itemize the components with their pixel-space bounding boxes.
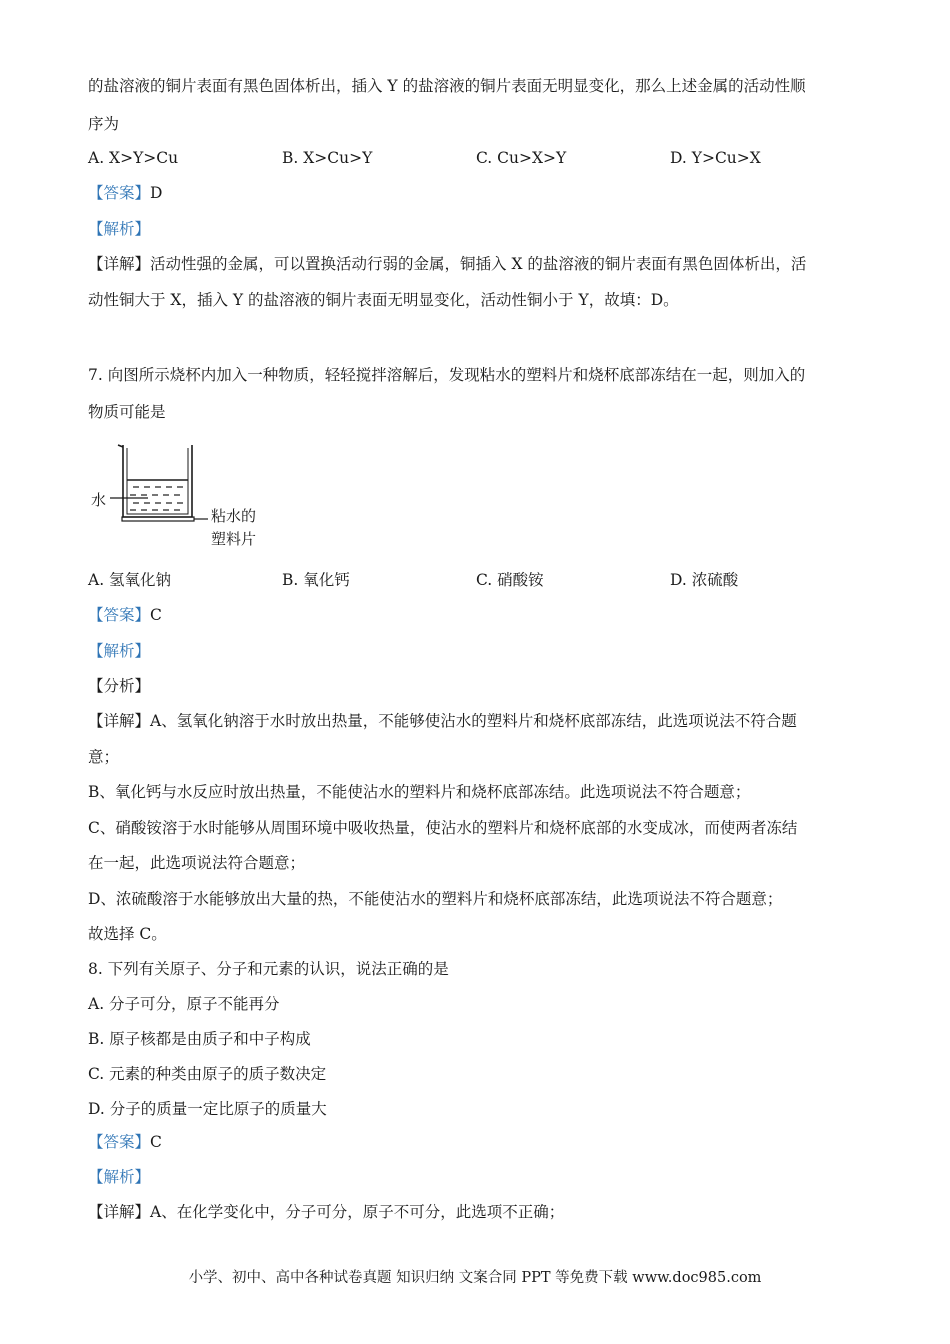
q7-option-c: C. 硝酸铵	[476, 571, 544, 589]
page-footer: 小学、初中、高中各种试卷真题 知识归纳 文案合同 PPT 等免费下载 www.doc985.com	[188, 1270, 762, 1286]
q7-analyze: 【分析】	[88, 677, 151, 695]
q6-answer	[88, 183, 162, 203]
water-label: 水	[91, 491, 107, 509]
plastic-label-line1: 粘水的	[211, 507, 257, 525]
answer-tag: 【答案】	[88, 184, 151, 202]
analysis-tag: 【解析】	[88, 1168, 151, 1186]
q6-analysis	[88, 219, 150, 239]
q7-conclusion: 故选择 C。	[88, 925, 167, 943]
q6-option-a: A. X>Y>Cu	[88, 149, 179, 167]
detail-tag: 【详解】	[88, 1203, 151, 1221]
q8-option-d: D. 分子的质量一定比原子的质量大	[88, 1100, 327, 1118]
q7-detail-line4: C、硝酸铵溶于水时能够从周围环境中吸收热量，使沾水的塑料片和烧杯底部的水变成冰，而使两者冻结	[88, 819, 798, 837]
q7-option-d: D. 浓硫酸	[670, 571, 739, 589]
answer-value: C	[150, 606, 162, 624]
detail-text: A、在化学变化中，分子可分，原子不可分，此选项不正确；	[150, 1203, 565, 1221]
q8-option-c: C. 元素的种类由原子的质子数决定	[88, 1065, 327, 1083]
analysis-tag: 【解析】	[88, 642, 151, 660]
q6-detail-line2: 动性铜大于 X，插入 Y 的盐溶液的铜片表面无明显变化，活动性铜小于 Y，故填：D。	[88, 291, 679, 309]
detail-tag: 【详解】	[88, 255, 151, 273]
q7-detail-line6: D、浓硫酸溶于水能够放出大量的热，不能使沾水的塑料片和烧杯底部冻结，此选项说法不符合题意；	[88, 890, 783, 908]
answer-value: C	[150, 1133, 162, 1151]
beaker-figure	[88, 440, 278, 555]
q7-detail-line2: 意；	[88, 748, 120, 766]
q8-option-b: B. 原子核都是由质子和中子构成	[88, 1030, 311, 1048]
q6-option-b: B. X>Cu>Y	[282, 149, 373, 167]
q6-detail-line1	[88, 254, 806, 274]
answer-tag: 【答案】	[88, 1133, 151, 1151]
q8-detail-line1	[88, 1202, 564, 1222]
q8-answer	[88, 1132, 162, 1152]
q6-stem-line1: 的盐溶液的铜片表面有黑色固体析出，插入 Y 的盐溶液的铜片表面无明显变化，那么上述金属的活动性顺	[88, 77, 806, 95]
q7-analysis	[88, 641, 150, 661]
q8-option-a: A. 分子可分，原子不能再分	[88, 995, 280, 1013]
q7-option-b: B. 氧化钙	[282, 571, 350, 589]
q6-stem-line2: 序为	[88, 115, 120, 133]
answer-value: D	[150, 184, 163, 202]
q8-stem: 8. 下列有关原子、分子和元素的认识，说法正确的是	[88, 960, 449, 978]
q7-stem-line1: 7. 向图所示烧杯内加入一种物质，轻轻搅拌溶解后，发现粘水的塑料片和烧杯底部冻结在一起，则加入的	[88, 366, 806, 384]
plastic-label-line2: 塑料片	[211, 530, 257, 548]
q7-option-a: A. 氢氧化钠	[88, 571, 172, 589]
q6-option-d: D. Y>Cu>X	[670, 149, 761, 167]
q7-detail-line1	[88, 711, 797, 731]
answer-tag: 【答案】	[88, 606, 151, 624]
detail-text: 活动性强的金属，可以置换活动行弱的金属，铜插入 X 的盐溶液的铜片表面有黑色固体析出，活	[150, 255, 807, 273]
q7-answer	[88, 605, 162, 625]
q7-detail-line3: B、氧化钙与水反应时放出热量，不能使沾水的塑料片和烧杯底部冻结。此选项说法不符合题意；	[88, 783, 751, 801]
q8-analysis	[88, 1167, 150, 1187]
q7-stem-line2: 物质可能是	[88, 403, 166, 421]
q6-option-c: C. Cu>X>Y	[476, 149, 567, 167]
detail-text: A、氢氧化钠溶于水时放出热量，不能够使沾水的塑料片和烧杯底部冻结，此选项说法不符合题	[150, 712, 797, 730]
analysis-tag: 【解析】	[88, 220, 151, 238]
q7-detail-line5: 在一起，此选项说法符合题意；	[88, 854, 306, 872]
detail-tag: 【详解】	[88, 712, 151, 730]
